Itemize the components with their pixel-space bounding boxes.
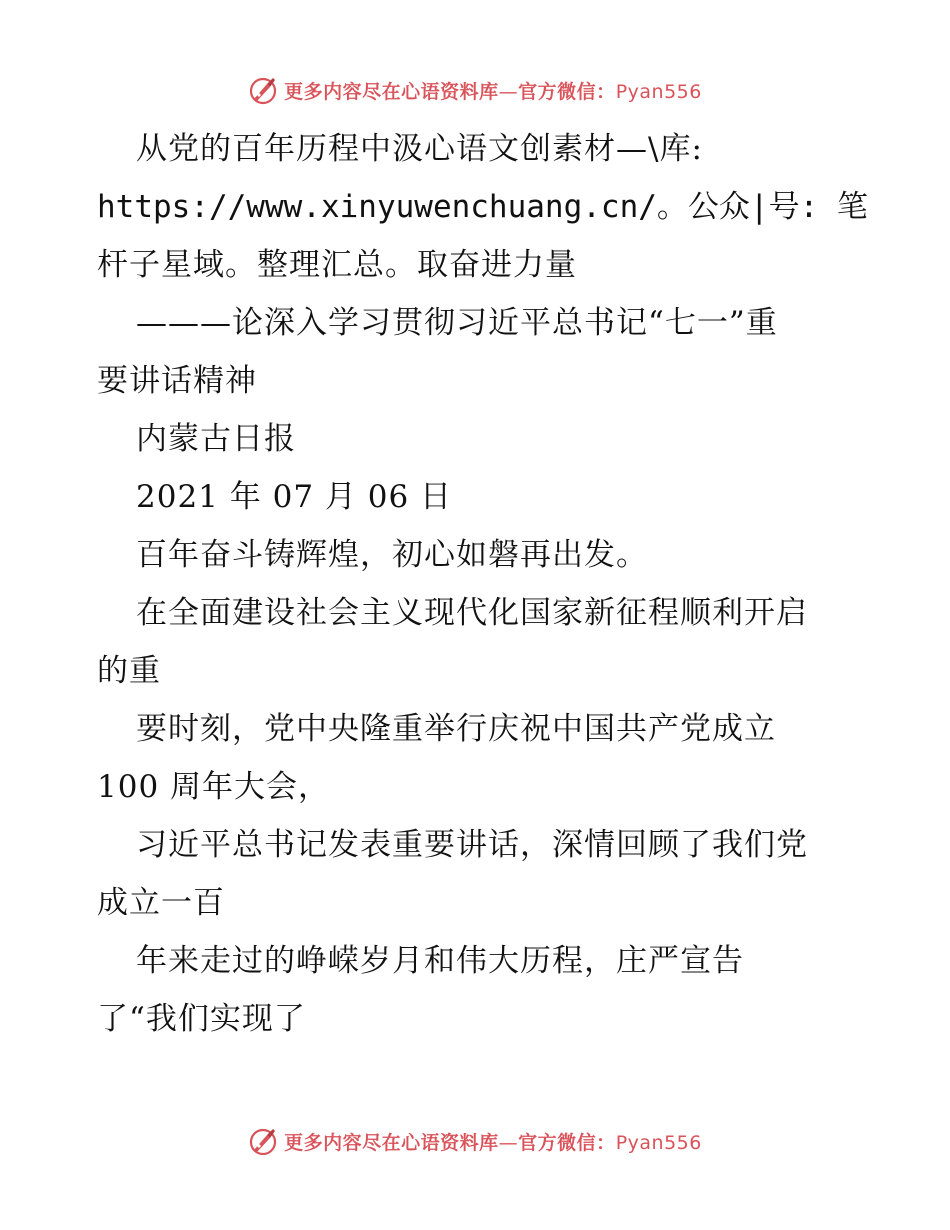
date-line: 2021 年 07 月 06 日 bbox=[136, 479, 453, 515]
quill-logo-icon bbox=[248, 75, 278, 105]
body-line: https://www.xinyuwenchuang.cn/。公众|号: 笔 bbox=[97, 189, 868, 225]
body-line: 要时刻，党中央隆重举行庆祝中国共产党成立 bbox=[136, 711, 776, 747]
footer-watermark-banner bbox=[0, 1124, 950, 1158]
body-line: 杆子星域。整理汇总。取奋进力量 bbox=[97, 247, 577, 283]
body-line: ———论深入学习贯彻习近平总书记“七一”重 bbox=[136, 305, 778, 341]
body-line: 100 周年大会， bbox=[97, 769, 331, 805]
body-line: 的重 bbox=[97, 653, 161, 689]
body-line: 百年奋斗铸辉煌，初心如磐再出发。 bbox=[136, 537, 648, 573]
body-line: 年来走过的峥嵘岁月和伟大历程，庄严宣告 bbox=[136, 943, 744, 979]
body-line: 从党的百年历程中汲心语文创素材—\库: bbox=[136, 131, 703, 167]
body-line: 在全面建设社会主义现代化国家新征程顺利开启 bbox=[136, 595, 808, 631]
body-line: 了“我们实现了 bbox=[97, 1001, 306, 1037]
document-body bbox=[97, 120, 868, 1048]
body-line: 习近平总书记发表重要讲话，深情回顾了我们党 bbox=[136, 827, 808, 863]
header-watermark-banner bbox=[0, 73, 950, 107]
body-line: 成立一百 bbox=[97, 885, 225, 921]
header-watermark-text: 更多内容尽在心语资料库—官方微信：Pyan556 bbox=[284, 80, 702, 103]
body-line: 要讲话精神 bbox=[97, 363, 257, 399]
footer-watermark-text: 更多内容尽在心语资料库—官方微信：Pyan556 bbox=[284, 1131, 702, 1154]
quill-logo-icon bbox=[248, 1126, 278, 1156]
source-line: 内蒙古日报 bbox=[136, 421, 296, 457]
